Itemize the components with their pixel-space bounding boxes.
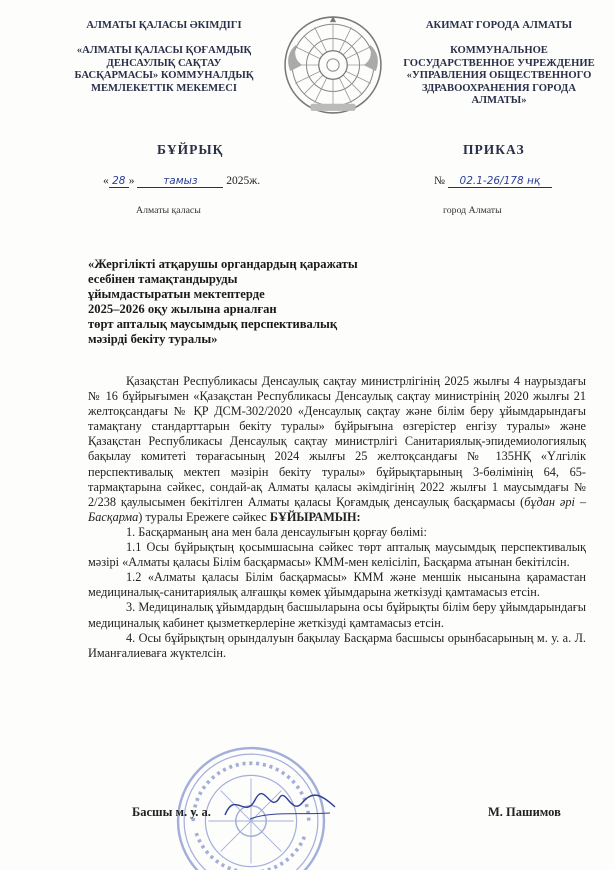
- order-number: [434, 175, 552, 188]
- subject-line: «Жергілікті атқарушы органдардың қаражаты: [88, 257, 358, 271]
- handwritten-signature-icon: [220, 785, 340, 825]
- order-item: 3. Медициналық ұйымдардың басшыларына осы бұйрықты білім беру ұйымдарындағы медициналық кабинет қызметкерлеріне жеткізуді қамтамасыз етсін.: [88, 600, 586, 630]
- header-right-line: «УПРАВЛЕНИЯ ОБЩЕСТВЕННОГО: [406, 70, 592, 82]
- date-year: 2025ж.: [226, 175, 261, 187]
- signatory-name: М. Пашимов: [488, 805, 561, 819]
- order-item: 1. Басқарманың ана мен бала денсаулығын қорғау бөлімі:: [126, 524, 427, 539]
- number-value: 02.1-26/178 нқ: [448, 175, 552, 188]
- header-right-line: ЗДРАВООХРАНЕНИЯ ГОРОДА: [422, 82, 576, 94]
- date-month: тамыз: [137, 175, 223, 188]
- date-quote-close: »: [128, 175, 135, 187]
- date-day: 28: [109, 175, 129, 188]
- order-subject: [88, 257, 408, 347]
- subject-line: төрт апталық маусымдық перспективалық: [88, 317, 338, 331]
- abbreviation-note: бұдан әрі – Басқарма: [88, 494, 586, 524]
- order-body: [88, 374, 586, 661]
- state-emblem-icon: [282, 14, 384, 116]
- header-right-line: АКИМАТ ГОРОДА АЛМАТЫ: [425, 20, 573, 31]
- date-quote-open: «: [103, 175, 109, 187]
- order-date: [103, 175, 260, 188]
- order-title-kz: БҰЙРЫҚ: [157, 142, 224, 157]
- subject-line: есебінен тамақтандыруды: [88, 272, 238, 286]
- preamble-paragraph: Қазақстан Республикасы Денсаулық сақтау министрлігінің 2025 жылғы 4 наурыздағы № 16 бұйрығымен «Қазақстан Республикасы Денсаулық сақтау министрінің 2020 жылғы 21 желтоқсандағы № ҚР ДСМ-302/2020 «Денсаулық сақтау және білім беру ұйымдарындағы тамақтану стандарттарын бекіту туралы» бұйрығына өзгерістер енгізу туралы» және Қазақстан Республикасы Денсаулық сақтау министрлігі Санитариялық-эпидемиологиялық бақылау комитеті төрағасының 2024 жылғы 25 желтоқсандағы № 135НҚ «Үлгілік перспективалық мектеп мәзірін бекіту туралы» бұйрықтарының 3-бөлімінің 64, 65-тармақтарына сәйкес, сондай-ақ Алматы қаласы әкімдігінің 2022 жылғы 1 маусымдағы № 2/238 қаулысымен бекітілген Алматы қаласы Қоғамдық денсаулық басқармасы (бұдан әрі – Басқарма) туралы Ережеге сәйкес БҰЙЫРАМЫН:: [88, 374, 586, 524]
- header-right-ru: [386, 20, 612, 107]
- subject-line: мәзірді бекіту туралы»: [88, 332, 218, 346]
- subject-line: ұйымдастыратын мектептерде: [88, 287, 265, 301]
- header-left-line: МЕМЛЕКЕТТІК МЕКЕМЕСІ: [90, 82, 237, 94]
- header-left-kz: [40, 20, 288, 95]
- order-item: 1.2 «Алматы қаласы Білім басқармасы» КММ және меншік нысанына қарамастан медициналық-санитариялық алғашқы көмек ұйымдарына жеткізуді қамтамасыз етсін.: [88, 570, 586, 600]
- order-item: 1.1 Осы бұйрықтың қосымшасына сәйкес төрт апталық маусымдық перспективалық мәзірі «Алматы қаласы Білім басқармасы» КММ-мен келісіліп, Басқарма атынан бекітілсін.: [88, 540, 586, 570]
- header-right-line: АЛМАТЫ»: [471, 95, 527, 107]
- subject-line: 2025–2026 оқу жылына арналған: [88, 302, 277, 316]
- header-left-line: «АЛМАТЫ ҚАЛАСЫ ҚОҒАМДЫҚ: [76, 45, 252, 57]
- header-left-line: АЛМАТЫ ҚАЛАСЫ ӘКІМДІГІ: [86, 20, 242, 31]
- header-left-line: ДЕНСАУЛЫҚ САҚТАУ: [106, 57, 222, 69]
- order-item: 4. Осы бұйрықтың орындалуын бақылау Басқарма басшысы орынбасарының м. у. а. Л. Иманғалиеваға жүктелсін.: [88, 630, 586, 660]
- city-ru: город Алматы: [443, 205, 502, 216]
- header-right-line: КОММУНАЛЬНОЕ: [450, 45, 548, 57]
- signatory-role: Басшы м. у. а.: [132, 805, 211, 819]
- header-left-line: БАСҚАРМАСЫ» КОММУНАЛДЫҚ: [74, 70, 254, 82]
- order-title-ru: ПРИКАЗ: [463, 142, 525, 157]
- order-keyword: БҰЙЫРАМЫН:: [269, 509, 361, 524]
- header-right-line: ГОСУДАРСТВЕННОЕ УЧРЕЖДЕНИЕ: [403, 57, 595, 69]
- city-kz: Алматы қаласы: [136, 205, 201, 216]
- number-prefix: №: [434, 175, 445, 187]
